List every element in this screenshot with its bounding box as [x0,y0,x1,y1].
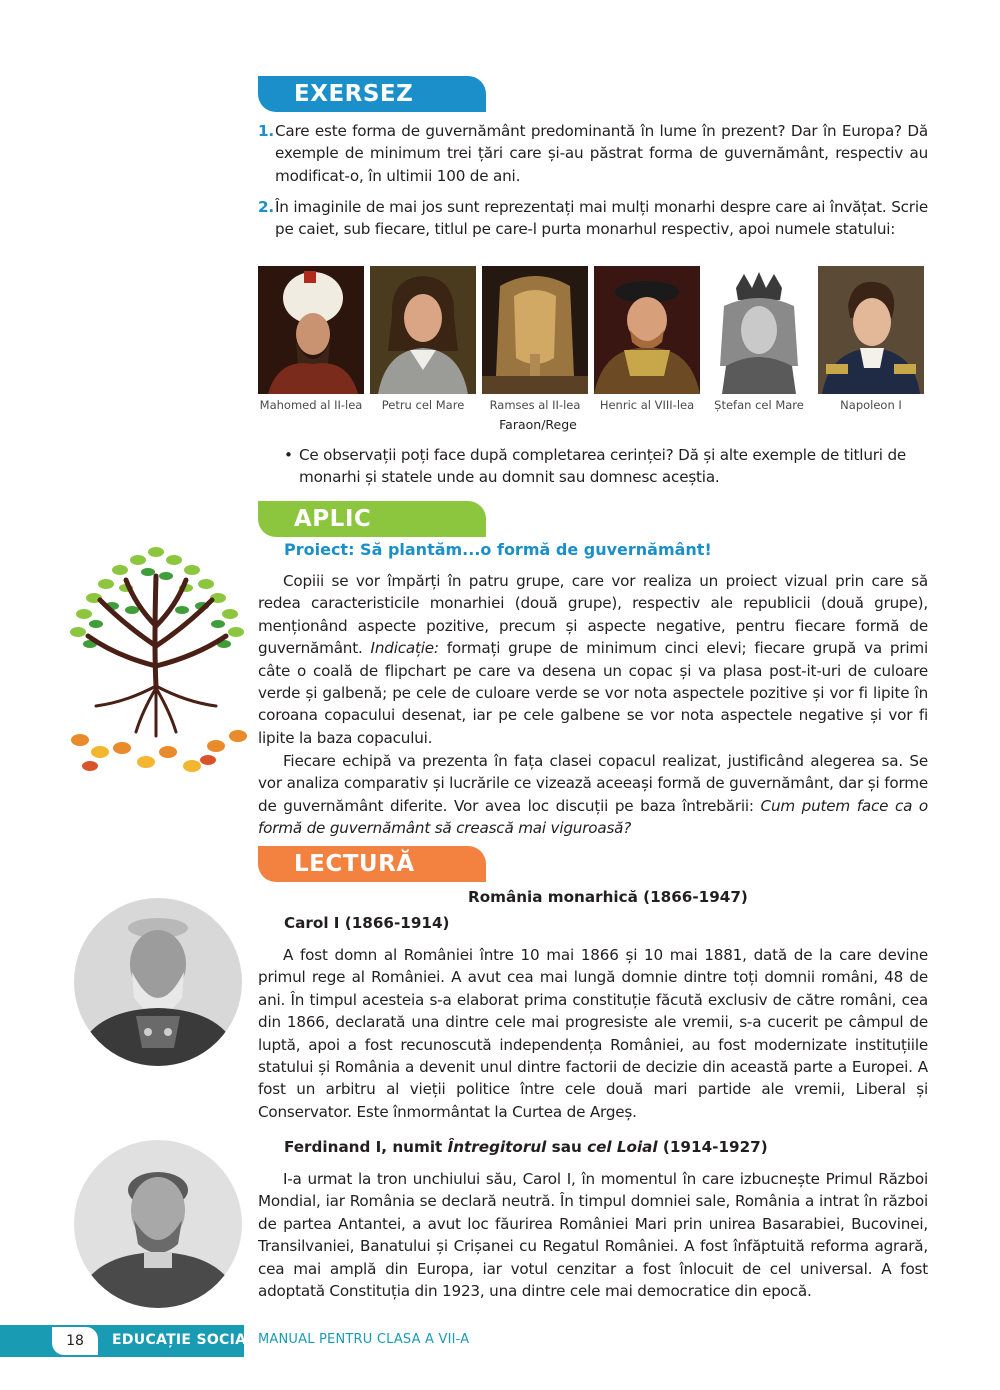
project-paragraph-1 [258,570,928,749]
bullet-dot: • [284,446,293,464]
example-answer: Faraon/Rege [499,417,577,432]
project-p1-text-a: Copiii se vor împărți în patru grupe, care vor realiza un proiect vizual prin care să redea caracteristicile monarhiei (două grupe), respectiv ale republicii (două grupe), menționând aspecte pozitive, precum și aspecte negative, pentru fiecare formă de guvernământ. [258,572,928,658]
caption-mahomed: Mahomed al II-lea [259,398,363,412]
aplic-banner: APLIC [258,501,486,537]
question-2-number: 2. [258,198,274,216]
project-title: Proiect: Să plantăm...o formă de guvernământ! [284,540,712,559]
footer-subject: EDUCAȚIE SOCIALĂ [112,1332,267,1348]
question-2-text: În imaginile de mai jos sunt reprezentați mai mulți monarhi despre care ai învățat. Scrie pe caiet, sub fiecare, titlul pe care-l purta monarhul respectiv, apoi numele statului: [275,198,928,239]
project-p2-italic: Cum putem face ca o formă de guvernământ să crească mai viguroasă? [258,796,928,838]
bullet-text: Ce observații poți face după completarea cerinței? Dă și alte exemple de titluri de monarhi și statele unde au domnit sau domnesc aceștia. [299,446,907,487]
ferd-heading-c: (1914-1927) [657,1138,768,1156]
page-number: 18 [52,1327,98,1355]
question-1 [258,120,928,187]
ferd-heading-b: sau [546,1138,588,1156]
caption-ramses: Ramses al II-lea [489,398,581,412]
caption-stefan: Ștefan cel Mare [714,398,804,412]
portrait-mahomed [258,266,364,394]
exersez-banner: EXERSEZ [258,76,486,112]
ferd-heading-a: Ferdinand I, numit [284,1138,448,1156]
carol-heading: Carol I (1866-1914) [284,914,450,932]
carol-paragraph: A fost domn al României între 10 mai 1866 și 10 mai 1881, dată de la care devine primul rege al României. A avut cea mai lungă domnie dintre toți domnii români, 48 de ani. În timpul acesteia s-a elaborat prima constituție făcută exclusiv de către români, cea din 1866, declarată una dintre cele mai progresiste ale vremii, s-a cucerit pe câmpul de luptă, apoi a fost recunoscută independența României, au fost modernizate instituțiile statului și România a devenit unul dintre factorii de decizie din această parte a Europei. A fost un arbitru al vieții politice între cele două mari partide ale vremii, Liberal și Conservator. Este înmormântat la Curtea de Argeș. [258,946,928,1121]
question-2 [258,196,928,241]
caption-napoleon: Napoleon I [840,398,902,412]
bullet-item [284,444,928,489]
question-1-text: Care este forma de guvernământ predominantă în lume în prezent? Dar în Europa? Dă exemple de minimum trei țări care și-au păstrat forma de guvernământ, respectiv au modificat-o, în ultimii 100 de ani. [275,122,928,185]
footer-book-title: MANUAL PENTRU CLASA A VII-A [258,1332,470,1347]
project-p2-text-a: Fiecare echipă va prezenta în fața clasei copacul realizat, justificând alegerea sa. Se vor analiza comparativ și lucrările ce vizează aceeași formă de guvernământ, dar și forme de guvernământ diferite. Vor avea loc discuții pe baza întrebării: [258,752,928,815]
question-1-number: 1. [258,122,274,140]
ferdinand-portrait [74,1140,242,1308]
ferdinand-paragraph: I-a urmat la tron unchiului său, Carol I, în momentul în care izbucnește Primul Război Mondial, iar România se declară neutră. În timpul domniei sale, România a intrat în război de partea Antantei, a avut loc făurirea României Mari prin unirea Basarabiei, Bucovinei, Transilvaniei, Banatului și Crișanei cu Regatul României. A fost înfăptuită reforma agrară, cea mai amplă din Europa, iar votul cenzitar a fost înlocuit de cel universal. A fost adoptată Constituția din 1923, una dintre cele mai democratice din epocă. [258,1170,928,1301]
portrait-henric [594,266,700,394]
portrait-ramses [482,266,588,394]
project-p1-italic: Indicație: [370,639,439,658]
reading-title: România monarhică (1866-1947) [468,888,748,906]
lectura-banner: LECTURĂ [258,846,486,882]
ferdinand-heading [284,1138,768,1156]
portrait-petru [370,266,476,394]
portrait-stefan [706,266,812,394]
caption-henric: Henric al VIII-lea [599,398,695,412]
carol-portrait [74,898,242,1066]
portrait-napoleon [818,266,924,394]
ferd-heading-i1: Întregitorul [447,1138,547,1156]
ferd-heading-i2: cel Loial [587,1138,658,1156]
project-p1-text-b: formați grupe de minimum cinci elevi; fiecare grupă va primi câte o coală de flipchart pe care va desena un copac și va plasa post-it-uri de culoare verde și galbenă; pe cele de culoare verde se vor nota aspectele pozitive și vor fi lipite în coroana copacului desenat, iar pe cele galbene se vor nota aspectele negative și vor fi lipite la baza copacului. [258,639,928,747]
project-paragraph-2 [258,750,928,840]
tree-illustration [66,536,250,780]
caption-petru: Petru cel Mare [381,398,465,412]
